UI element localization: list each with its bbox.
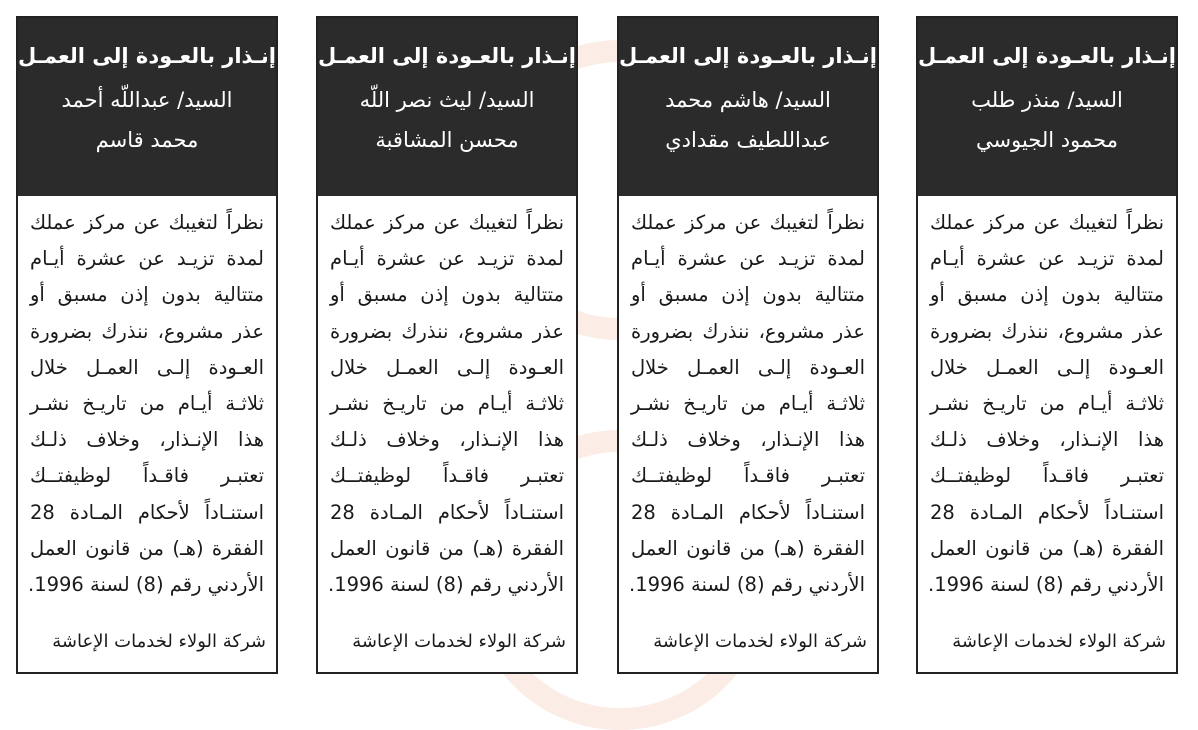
notice-card bbox=[316, 16, 578, 674]
notice-body-line: لمدة تزيـد عن عشرة أيـام bbox=[30, 247, 264, 271]
notice-body-line: متتالية بدون إذن مسبق أو bbox=[330, 283, 564, 307]
notice-body-line: تعتبـر فاقـداً لوظيفتــك bbox=[930, 464, 1164, 488]
notice-body-line: استنـاداً لأحكام المـادة 28 bbox=[330, 500, 564, 524]
recipient-name-line-1: السيد/ ليث نصر اللّه bbox=[359, 88, 535, 112]
notice-title: إنـذار بالعـودة إلى العمـل bbox=[918, 44, 1176, 68]
notice-body-line: متتالية بدون إذن مسبق أو bbox=[30, 283, 264, 307]
notice-body-line: نظراً لتغيبك عن مركز عملك bbox=[330, 211, 564, 234]
notice-body-line: لمدة تزيـد عن عشرة أيـام bbox=[631, 247, 865, 271]
notice-body-line: هذا الإنـذار، وخلاف ذلـك bbox=[631, 428, 865, 452]
notice-body-line: العـودة إلـى العمـل خلال bbox=[930, 355, 1164, 379]
notice-body bbox=[318, 196, 576, 603]
notice-body-line: لمدة تزيـد عن عشرة أيـام bbox=[930, 247, 1164, 271]
company-signature: شركة الولاء لخدمات الإعاشة bbox=[352, 631, 566, 652]
notice-body-line: العـودة إلـى العمـل خلال bbox=[30, 355, 264, 379]
notice-body-line: ثلاثـة أيـام من تاريـخ نشـر bbox=[30, 392, 264, 416]
notice-body-line: ثلاثـة أيـام من تاريـخ نشـر bbox=[930, 392, 1164, 416]
notice-header bbox=[18, 18, 276, 196]
recipient-name-line-2: محمود الجيوسي bbox=[976, 128, 1118, 152]
recipient-name bbox=[619, 80, 877, 160]
notice-body-line: استنـاداً لأحكام المـادة 28 bbox=[631, 500, 865, 524]
notice-body-line: هذا الإنـذار، وخلاف ذلـك bbox=[30, 428, 264, 452]
notice-body-line: عذر مشروع، ننذرك بضرورة bbox=[930, 319, 1164, 343]
notice-body bbox=[619, 196, 877, 603]
recipient-name-line-2: محسن المشاقبة bbox=[375, 128, 519, 152]
recipient-name bbox=[918, 80, 1176, 160]
company-signature: شركة الولاء لخدمات الإعاشة bbox=[952, 631, 1166, 652]
notice-body-line: تعتبـر فاقـداً لوظيفتــك bbox=[30, 464, 264, 488]
company-signature: شركة الولاء لخدمات الإعاشة bbox=[52, 631, 266, 652]
notice-body-line: الفقرة (هـ) من قانون العمل bbox=[930, 536, 1164, 560]
recipient-name-line-1: السيد/ هاشم محمد bbox=[665, 88, 831, 112]
recipient-name bbox=[318, 80, 576, 160]
notice-card bbox=[16, 16, 278, 674]
notice-body-line: عذر مشروع، ننذرك بضرورة bbox=[631, 319, 865, 343]
notice-body-line: استنـاداً لأحكام المـادة 28 bbox=[30, 500, 264, 524]
notice-body-line: عذر مشروع، ننذرك بضرورة bbox=[330, 319, 564, 343]
recipient-name-line-2: عبداللطيف مقدادي bbox=[665, 128, 831, 152]
notice-body-line: متتالية بدون إذن مسبق أو bbox=[930, 283, 1164, 307]
notice-body-line: ثلاثـة أيـام من تاريـخ نشـر bbox=[330, 392, 564, 416]
notice-body-line: الأردني رقم (8) لسنة 1996. bbox=[328, 573, 564, 597]
notice-body-line: عذر مشروع، ننذرك بضرورة bbox=[30, 319, 264, 343]
notice-body-line: نظراً لتغيبك عن مركز عملك bbox=[631, 211, 865, 234]
notice-header bbox=[318, 18, 576, 196]
notice-body-line: استنـاداً لأحكام المـادة 28 bbox=[930, 500, 1164, 524]
notice-body-line: نظراً لتغيبك عن مركز عملك bbox=[930, 211, 1164, 234]
notice-body-line: متتالية بدون إذن مسبق أو bbox=[631, 283, 865, 307]
notice-body-line: العـودة إلـى العمـل خلال bbox=[631, 355, 865, 379]
notice-body-line: الفقرة (هـ) من قانون العمل bbox=[631, 536, 865, 560]
notice-title: إنـذار بالعـودة إلى العمـل bbox=[619, 44, 877, 68]
notice-body-line: تعتبـر فاقـداً لوظيفتــك bbox=[631, 464, 865, 488]
notice-body-line: الفقرة (هـ) من قانون العمل bbox=[330, 536, 564, 560]
recipient-name-line-1: السيد/ منذر طلب bbox=[971, 88, 1123, 112]
notice-header bbox=[619, 18, 877, 196]
notice-body-line: الأردني رقم (8) لسنة 1996. bbox=[629, 573, 865, 597]
notice-body-line: هذا الإنـذار، وخلاف ذلـك bbox=[930, 428, 1164, 452]
notice-body-line: العـودة إلـى العمـل خلال bbox=[330, 355, 564, 379]
notice-body-line: لمدة تزيـد عن عشرة أيـام bbox=[330, 247, 564, 271]
recipient-name-line-1: السيد/ عبداللّه أحمد bbox=[61, 88, 233, 112]
notice-body-line: ثلاثـة أيـام من تاريـخ نشـر bbox=[631, 392, 865, 416]
notice-title: إنـذار بالعـودة إلى العمـل bbox=[18, 44, 276, 68]
company-signature: شركة الولاء لخدمات الإعاشة bbox=[653, 631, 867, 652]
notice-body-line: الأردني رقم (8) لسنة 1996. bbox=[28, 573, 264, 597]
notice-header bbox=[918, 18, 1176, 196]
recipient-name bbox=[18, 80, 276, 160]
notice-title: إنـذار بالعـودة إلى العمـل bbox=[318, 44, 576, 68]
notice-body bbox=[918, 196, 1176, 603]
notice-body-line: هذا الإنـذار، وخلاف ذلـك bbox=[330, 428, 564, 452]
notice-body bbox=[18, 196, 276, 603]
notice-body-line: تعتبـر فاقـداً لوظيفتــك bbox=[330, 464, 564, 488]
notice-body-line: الأردني رقم (8) لسنة 1996. bbox=[928, 573, 1164, 597]
notice-card bbox=[617, 16, 879, 674]
notice-body-line: نظراً لتغيبك عن مركز عملك bbox=[30, 211, 264, 234]
notice-body-line: الفقرة (هـ) من قانون العمل bbox=[30, 536, 264, 560]
notice-card bbox=[916, 16, 1178, 674]
recipient-name-line-2: محمد قاسم bbox=[95, 128, 199, 152]
